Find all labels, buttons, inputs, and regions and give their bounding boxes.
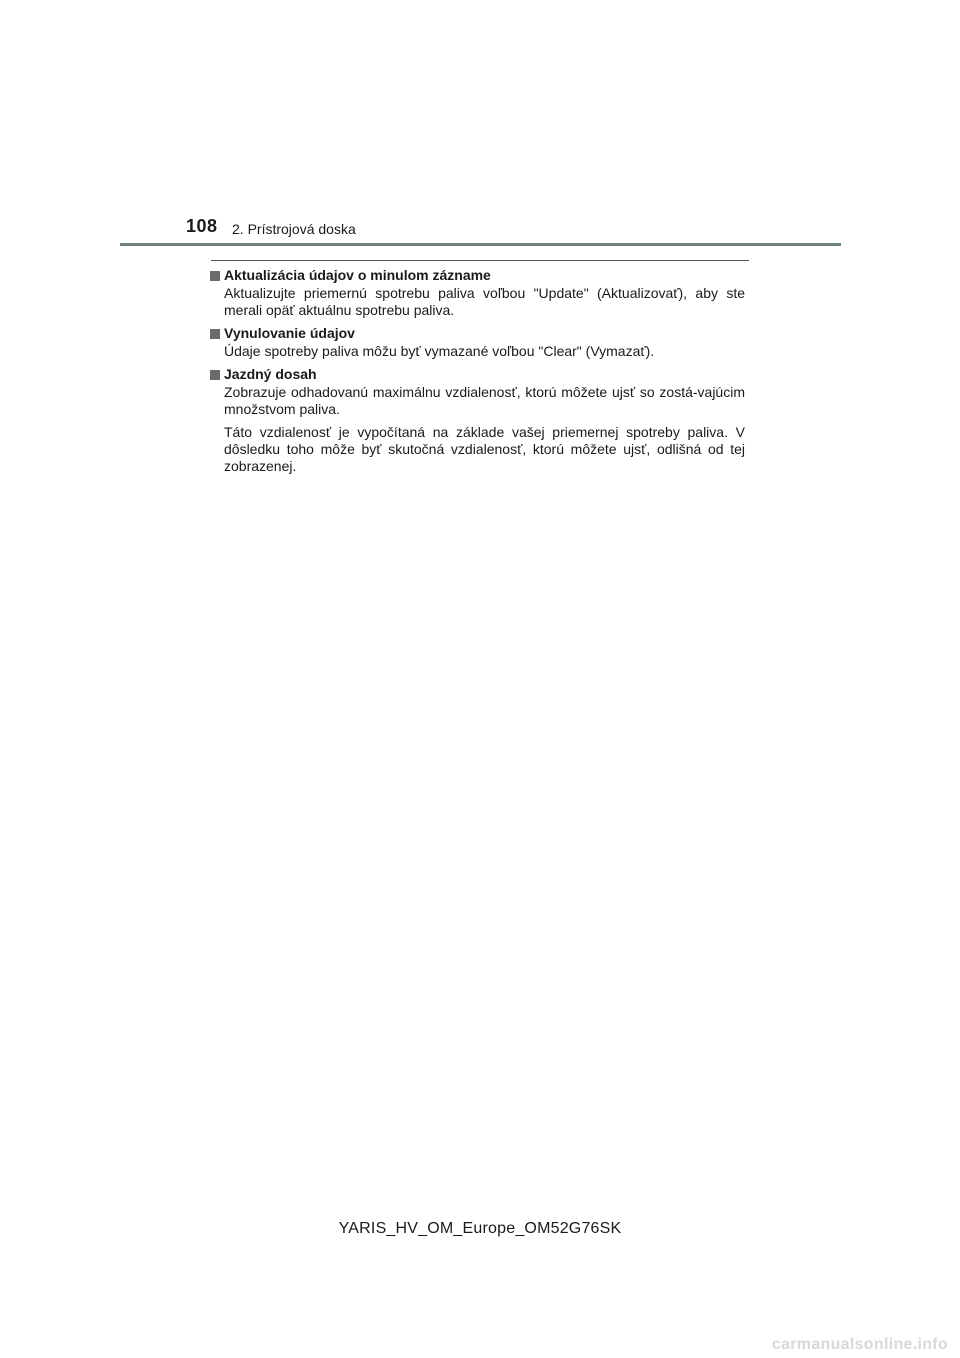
square-bullet-icon xyxy=(210,329,220,339)
page-number: 108 xyxy=(186,216,218,236)
section-title: Aktualizácia údajov o minulom zázname xyxy=(224,267,491,283)
section-title: Jazdný dosah xyxy=(224,366,317,382)
chapter-title: 2. Prístrojová doska xyxy=(232,221,356,237)
section-heading xyxy=(210,267,745,284)
square-bullet-icon xyxy=(210,370,220,380)
section-heading xyxy=(210,366,745,383)
section-heading xyxy=(210,325,745,342)
section-paragraph: Údaje spotreby paliva môžu byť vymazané voľbou "Clear" (Vymazať). xyxy=(224,343,655,359)
document-code: YARIS_HV_OM_Europe_OM52G76SK xyxy=(338,1220,622,1237)
watermark[interactable]: carmanualsonline.info xyxy=(771,1336,948,1353)
section-rule xyxy=(211,260,749,261)
page-content xyxy=(210,267,745,481)
header-rule xyxy=(120,243,841,246)
section-paragraph: Táto vzdialenosť je vypočítaná na základe vašej priemernej spotreby paliva. V dôsledku toho môže byť skutočná vzdialenosť, ktorú môžete ujsť, odlišná od tej zobrazenej. xyxy=(224,424,745,474)
section-paragraph: Aktualizujte priemernú spotrebu paliva voľbou "Update" (Aktualizovať), aby ste merali opäť aktuálnu spotrebu paliva. xyxy=(224,285,745,318)
section-history-update xyxy=(210,267,745,319)
square-bullet-icon xyxy=(210,271,220,281)
section-driving-range xyxy=(210,366,745,475)
section-paragraph: Zobrazuje odhadovanú maximálnu vzdialenosť, ktorú môžete ujsť so zostá-vajúcim množstvom paliva. xyxy=(224,384,745,417)
section-title: Vynulovanie údajov xyxy=(224,325,355,341)
section-data-reset xyxy=(210,325,745,360)
